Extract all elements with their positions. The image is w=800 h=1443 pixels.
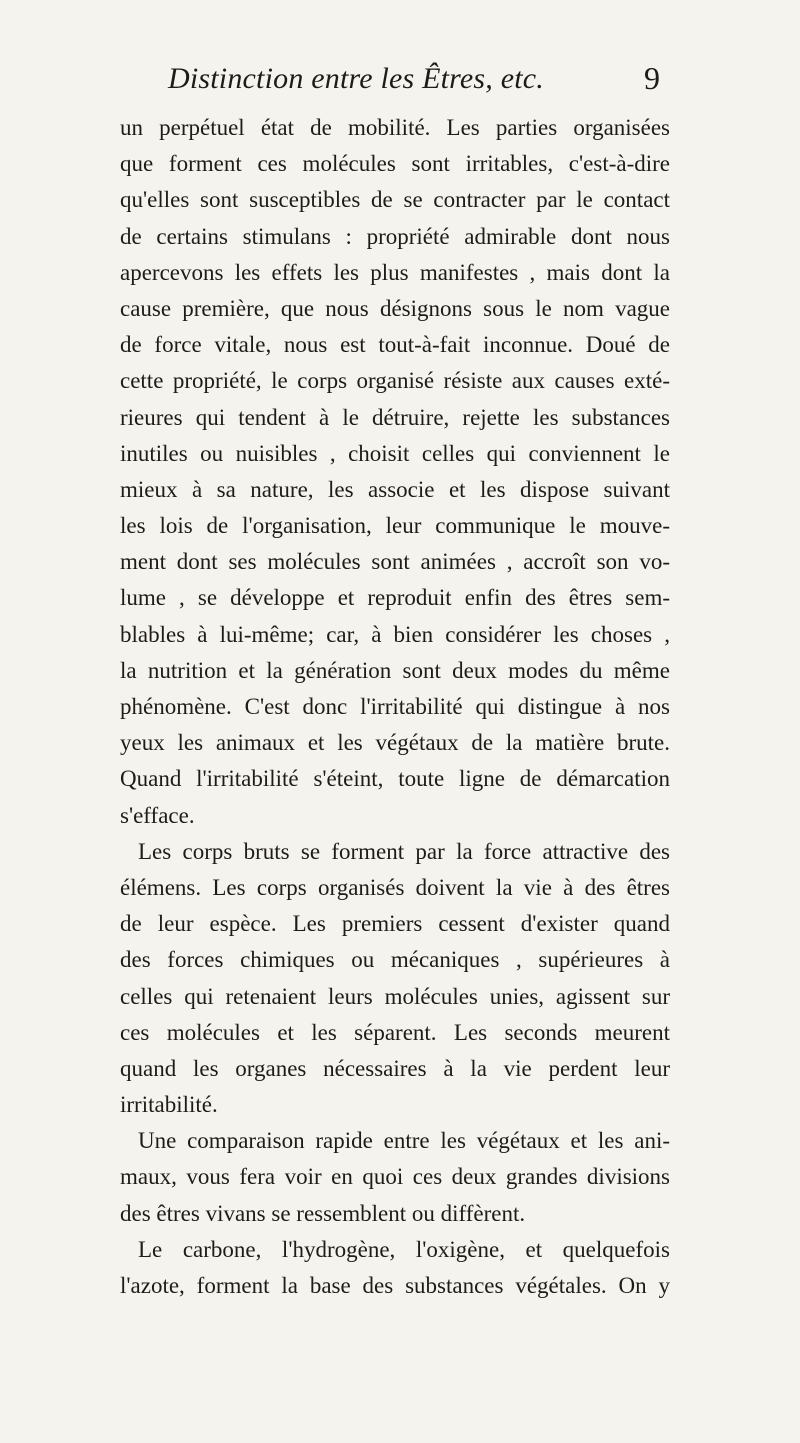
text-line: quand les organes nécessaires à la vie perdent leur [120, 1055, 670, 1081]
text-line: des forces chimiques ou mécaniques , supérieures à [120, 947, 670, 973]
text-line: Les corps bruts se forment par la force attractive des [138, 838, 670, 864]
text-line: de leur espèce. Les premiers cessent d'exister quand [120, 911, 670, 937]
paragraph-3 [120, 1123, 670, 1232]
text-line: rieures qui tendent à le détruire, rejette les substances [120, 404, 670, 430]
text-line: l'azote, forment la base des substances végétales. On y [120, 1273, 670, 1298]
text-line: maux, vous fera voir en quoi ces deux grandes divisions [120, 1164, 670, 1190]
text-line: ment dont ses molécules sont animées , accroît son vo- [120, 549, 670, 575]
text-line: ces molécules et les séparent. Les seconds meurent [120, 1019, 670, 1045]
text-line: des êtres vivans se ressemblent ou diffèrent. [120, 1200, 526, 1226]
paragraph-1 [120, 110, 670, 834]
text-line: inutiles ou nuisibles , choisit celles qui conviennent le [120, 440, 670, 466]
text-line: apercevons les effets les plus manifestes , mais dont la [120, 259, 670, 285]
text-line: irritabilité. [120, 1092, 218, 1118]
text-line: cette propriété, le corps organisé résiste aux causes exté- [120, 368, 670, 394]
text-line: lume , se développe et reproduit enfin des êtres sem- [120, 585, 670, 611]
text-line: les lois de l'organisation, leur communique le mouve- [120, 513, 670, 539]
text-line: yeux les animaux et les végétaux de la matière brute. [120, 730, 670, 756]
paragraph-4 [120, 1232, 670, 1304]
text-line: Le carbone, l'hydrogène, l'oxigène, et quelquefois [138, 1236, 670, 1262]
body-text [120, 110, 670, 1304]
text-line: Une comparaison rapide entre les végétaux et les ani- [138, 1128, 670, 1154]
text-line: un perpétuel état de mobilité. Les parties organisées [120, 115, 670, 140]
text-line: Quand l'irritabilité s'éteint, toute ligne de démarcation [120, 766, 670, 792]
text-line: de force vitale, nous est tout-à-fait inconnue. Doué de [120, 332, 670, 358]
text-line: cause première, que nous désignons sous le nom vague [120, 295, 670, 321]
text-line: celles qui retenaient leurs molécules unies, agissent sur [120, 983, 670, 1009]
text-line: qu'elles sont susceptibles de se contracter par le contact [120, 187, 670, 213]
text-line: blables à lui-même; car, à bien considérer les choses , [120, 621, 670, 647]
text-line: de certains stimulans : propriété admirable dont nous [120, 223, 670, 249]
text-line: élémens. Les corps organisés doivent la vie à des êtres [120, 874, 670, 900]
text-line: que forment ces molécules sont irritables, c'est-à-dire [120, 151, 670, 177]
paragraph-2 [120, 834, 670, 1124]
text-line: phénomène. C'est donc l'irritabilité qui distingue à nos [120, 694, 670, 719]
text-line: mieux à sa nature, les associe et les dispose suivant [120, 476, 670, 502]
text-line: s'efface. [120, 802, 195, 828]
running-title: Distinction entre les Êtres, etc. [168, 62, 544, 95]
text-line: la nutrition et la génération sont deux modes du même [120, 657, 670, 683]
page-number: 9 [644, 60, 660, 96]
